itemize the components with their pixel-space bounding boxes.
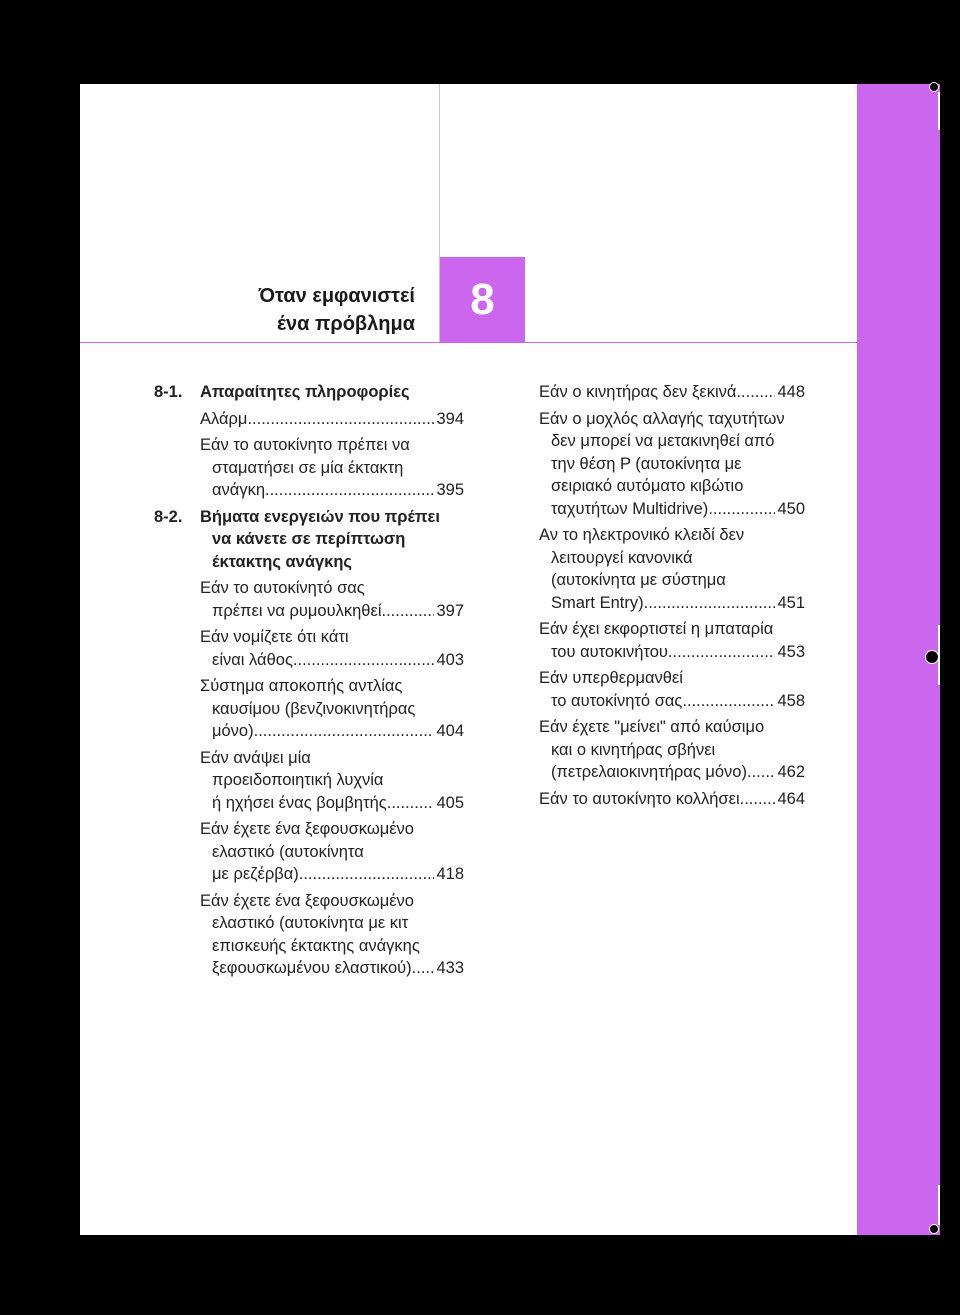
- toc-entry-last-line: [539, 641, 805, 664]
- toc-entry-line: προειδοποιητική λυχνία: [212, 771, 384, 789]
- section-number: 8-2.: [154, 507, 183, 526]
- toc-entry-line: Εάν ο μοχλός αλλαγής ταχυτήτων: [539, 409, 785, 428]
- toc-leader-dots: [293, 649, 435, 672]
- toc-section-heading: [154, 381, 464, 404]
- toc-page-number: 395: [436, 481, 464, 499]
- chapter-number: 8: [470, 275, 495, 324]
- chapter-title-line1: Όταν εμφανιστεί: [258, 285, 415, 307]
- toc-page-number: 451: [777, 593, 805, 612]
- section-title: [200, 506, 464, 574]
- toc-page-number: 433: [436, 959, 464, 977]
- toc-page-number: 458: [777, 691, 805, 710]
- toc-page-number: 405: [436, 793, 464, 812]
- toc-entry[interactable]: [154, 675, 464, 743]
- toc-entry-last-line: [200, 792, 464, 815]
- toc-entry-text: ξεφουσκωμένου ελαστικού): [212, 959, 412, 977]
- toc-entry[interactable]: [154, 747, 464, 815]
- toc-leader-dots: [736, 381, 775, 404]
- toc-entry-text: ή ηχήσει ένας βομβητής: [212, 793, 387, 812]
- toc-page-number: 397: [436, 601, 464, 620]
- toc-entry-last-line: [200, 479, 464, 502]
- section-title-line: να κάνετε σε περίπτωση: [212, 530, 406, 548]
- section-title: [200, 381, 464, 404]
- toc-entry-text: (πετρελαιοκινητήρας μόνο): [551, 763, 747, 781]
- toc-entry-line: σειριακό αυτόματο κιβώτιο: [551, 477, 744, 495]
- toc-page-number: 453: [777, 642, 805, 661]
- toc-entry-last-line: [200, 600, 464, 623]
- toc-entry-last-line: [200, 957, 464, 980]
- toc-entry[interactable]: [154, 818, 464, 886]
- registration-bar-middle: [938, 625, 940, 685]
- toc-entry-text: του αυτοκινήτου: [551, 642, 668, 661]
- toc-entry-line: Εάν έχετε "μείνει" από καύσιμο: [539, 718, 765, 736]
- toc-entry-line: λειτουργεί κανονικά: [551, 548, 693, 567]
- toc-entry[interactable]: [539, 524, 805, 614]
- chapter-title: [258, 282, 415, 338]
- toc-entry[interactable]: [539, 788, 805, 811]
- toc-entry-last-line: [539, 788, 805, 811]
- toc-entry[interactable]: [539, 667, 805, 712]
- toc-entry-last-line: [200, 863, 464, 886]
- toc-entry-last-line: [539, 381, 805, 404]
- toc-entry-line: Εάν υπερθερμανθεί: [539, 669, 683, 687]
- toc-page-number: 448: [777, 383, 805, 401]
- toc-entry-last-line: [539, 761, 805, 784]
- toc-entry-text: πρέπει να ρυμουλκηθεί: [212, 601, 382, 620]
- toc-entry-text: Εάν το αυτοκίνητο κολλήσει: [539, 789, 740, 808]
- toc-leader-dots: [747, 761, 775, 784]
- toc-entry-text: Αλάρμ: [200, 409, 248, 428]
- toc-entry-line: σταματήσει σε μία έκτακτη: [212, 458, 404, 477]
- toc-entry[interactable]: [154, 890, 464, 980]
- toc-entry-last-line: [200, 649, 464, 672]
- section-title-line: έκτακτης ανάγκης: [212, 552, 353, 571]
- toc-entry-text: ταχυτήτων Multidrive): [551, 499, 709, 518]
- toc-entry[interactable]: [154, 577, 464, 622]
- toc-entry-line: (αυτοκίνητα με σύστημα: [551, 571, 726, 589]
- toc-entry-line: την θέση P (αυτοκίνητα με: [551, 454, 742, 473]
- toc-leader-dots: [708, 498, 775, 521]
- toc-entry-text: το αυτοκίνητό σας: [551, 691, 683, 710]
- toc-entry-line: Εάν έχετε ένα ξεφουσκωμένο: [200, 820, 414, 838]
- toc-entry[interactable]: [539, 716, 805, 784]
- toc-leader-dots: [644, 592, 776, 615]
- toc-entry-line: ελαστικό (αυτοκίνητα με κιτ: [212, 914, 409, 932]
- chapter-title-line2: ένα πρόβλημα: [277, 313, 415, 335]
- toc-entry-last-line: [200, 408, 464, 431]
- toc-entry[interactable]: [154, 408, 464, 431]
- toc-leader-dots: [387, 792, 435, 815]
- toc-leader-dots: [740, 788, 776, 811]
- toc-entry-text: είναι λάθος: [212, 650, 293, 669]
- toc-entry-last-line: [539, 690, 805, 713]
- section-number: 8-1.: [154, 383, 183, 401]
- toc-page-number: 464: [777, 789, 805, 808]
- section-title-line: Απαραίτητες πληροφορίες: [200, 383, 410, 401]
- toc-page-number: 450: [777, 499, 805, 518]
- toc-left-column: [154, 381, 464, 984]
- toc-leader-dots: [265, 479, 434, 502]
- registration-mark-bottom: [929, 1224, 939, 1234]
- registration-bar-top: [938, 92, 940, 130]
- toc-section-heading: [154, 506, 464, 574]
- toc-page-number: 418: [436, 865, 464, 883]
- toc-right-column: [539, 381, 805, 814]
- registration-mark-top: [929, 82, 939, 92]
- toc-leader-dots: [299, 863, 435, 886]
- toc-entry-line: ελαστικό (αυτοκίνητα: [212, 842, 364, 861]
- registration-mark-middle: [925, 650, 939, 664]
- toc-leader-dots: [682, 690, 775, 713]
- toc-leader-dots: [254, 720, 435, 743]
- toc-entry-text: ανάγκη: [212, 481, 266, 499]
- toc-entry-line: καυσίμου (βενζινοκινητήρας: [212, 699, 416, 718]
- toc-leader-dots: [381, 600, 434, 623]
- toc-entry[interactable]: [154, 626, 464, 671]
- toc-leader-dots: [247, 408, 434, 431]
- toc-leader-dots: [412, 957, 435, 980]
- toc-entry-text: μόνο): [212, 722, 254, 740]
- manual-page: [80, 84, 940, 1235]
- toc-entry-line: Σύστημα αποκοπής αντλίας: [200, 677, 403, 695]
- toc-entry-line: Εάν το αυτοκίνητο πρέπει να: [200, 436, 410, 454]
- toc-entry[interactable]: [539, 408, 805, 521]
- toc-entry-last-line: [200, 720, 464, 743]
- chapter-number-box: [440, 257, 525, 343]
- toc-entry-text: με ρεζέρβα): [212, 865, 299, 883]
- section-title-line: Βήματα ενεργειών που πρέπει: [200, 507, 440, 526]
- toc-page-number: 404: [436, 722, 464, 740]
- toc-entry-line: Εάν έχει εκφορτιστεί η μπαταρία: [539, 620, 774, 638]
- toc-leader-dots: [668, 641, 776, 664]
- toc-entry-line: Εάν νομίζετε ότι κάτι: [200, 628, 349, 646]
- toc-entry-line: Αν το ηλεκτρονικό κλειδί δεν: [539, 526, 745, 544]
- toc-page-number: 394: [436, 409, 464, 428]
- toc-entry-last-line: [539, 498, 805, 521]
- toc-entry-line: Εάν ανάψει μία: [200, 748, 311, 767]
- toc-page-number: 403: [436, 650, 464, 669]
- toc-entry-line: Εάν έχετε ένα ξεφουσκωμένο: [200, 891, 414, 910]
- toc-entry[interactable]: [539, 618, 805, 663]
- toc-entry-text: Smart Entry): [551, 593, 644, 612]
- toc-entry-line: επισκευής έκτακτης ανάγκης: [212, 936, 420, 955]
- toc-entry-line: και ο κινητήρας σβήνει: [551, 740, 716, 759]
- toc-entry[interactable]: [154, 434, 464, 502]
- toc-entry-line: Εάν το αυτοκίνητό σας: [200, 579, 365, 597]
- toc-page-number: 462: [777, 763, 805, 781]
- toc-entry[interactable]: [539, 381, 805, 404]
- toc-entry-line: δεν μπορεί να μετακινηθεί από: [551, 432, 775, 450]
- registration-bar-bottom: [938, 1185, 940, 1225]
- toc-entry-text: Εάν ο κινητήρας δεν ξεκινά: [539, 383, 737, 401]
- toc-entry-last-line: [539, 592, 805, 615]
